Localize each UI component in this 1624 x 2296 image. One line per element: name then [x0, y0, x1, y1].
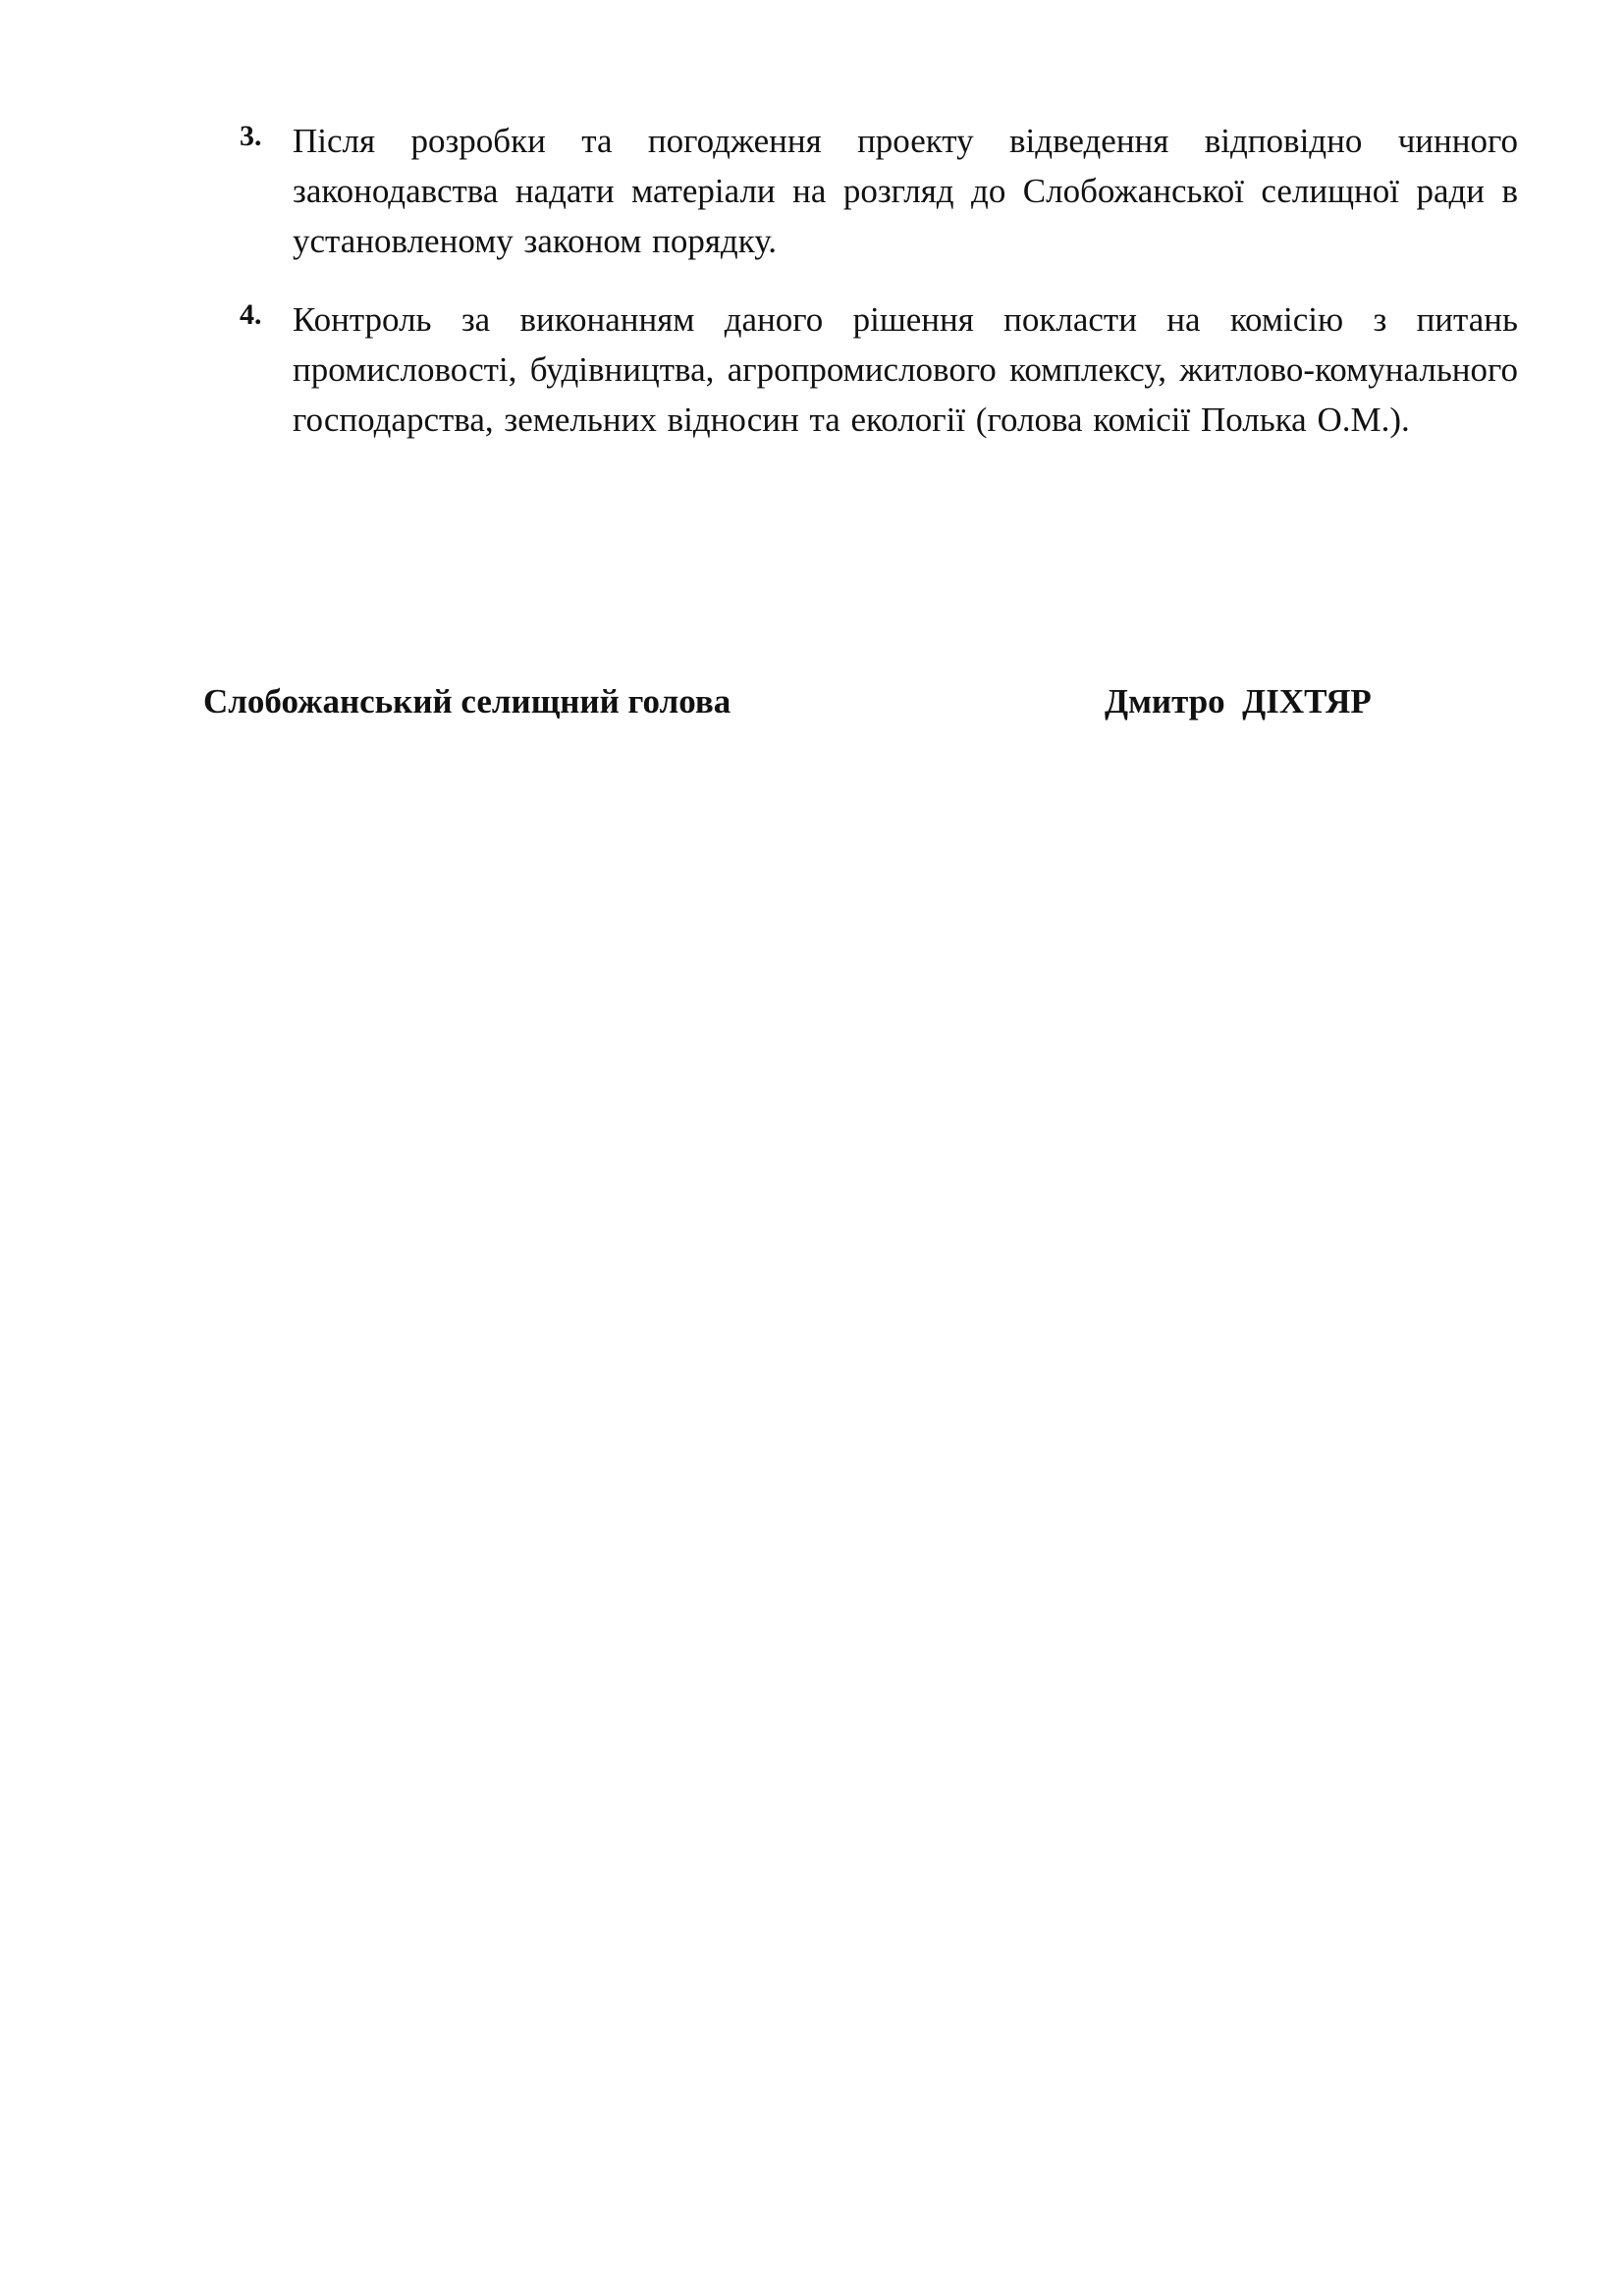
item-number: 3. — [240, 120, 262, 152]
item-text: Контроль за виконанням даного рішення покласти на комісію з питань промисловості, будівництва, агропромислового комплексу, житлово-комунального господарства, земельних відносин та екології (голова комісії Полька О.М.). — [293, 300, 1518, 439]
signature-title: Слобожанський селищний голова — [203, 682, 731, 721]
signature-name: Дмитро ДІХТЯР — [1105, 682, 1372, 721]
item-text: Після розробки та погодження проекту відведення відповідно чинного законодавства надати матеріали на розгляд до Слобожанської селищної ради в установленому законом порядку. — [293, 122, 1518, 260]
item-number: 4. — [240, 298, 262, 331]
